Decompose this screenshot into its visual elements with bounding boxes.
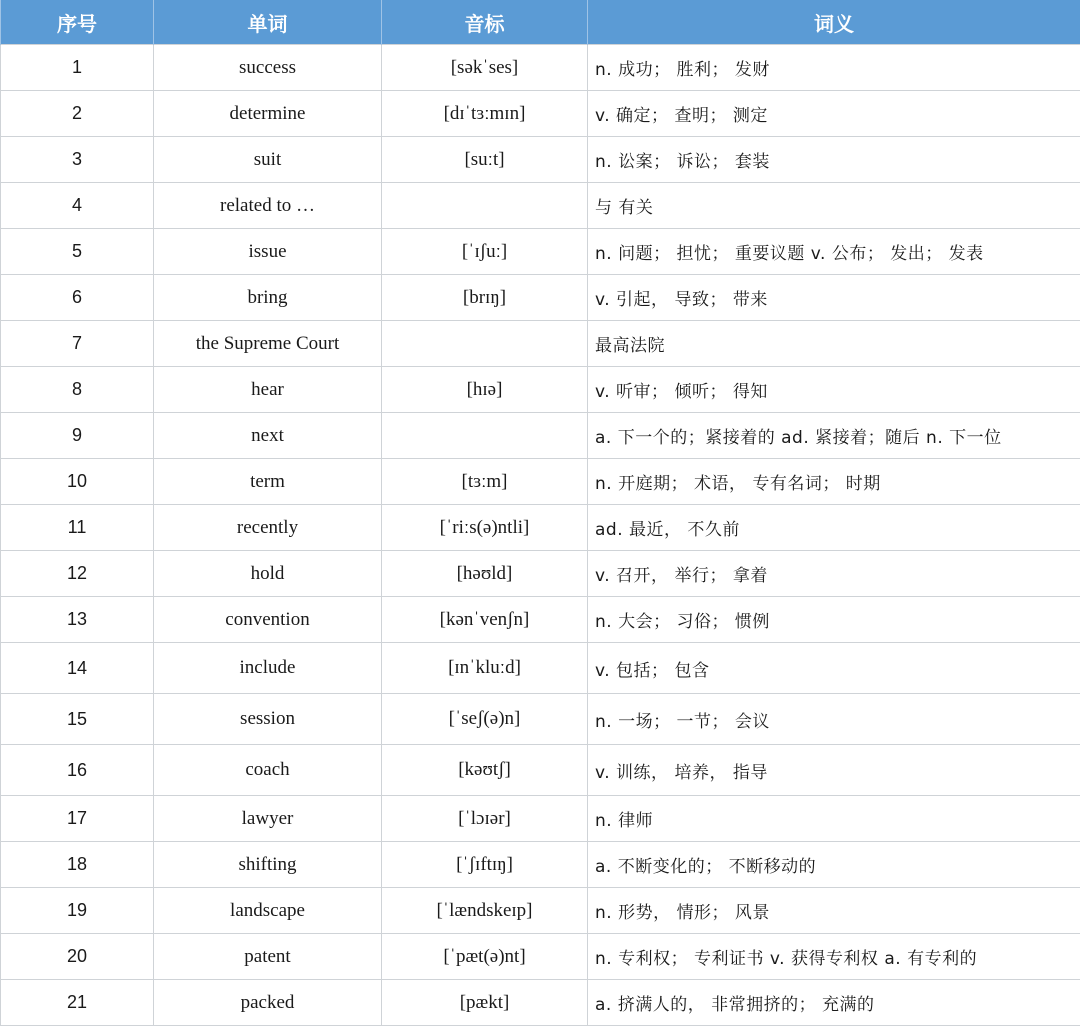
table-row-17 bbox=[1, 796, 1080, 842]
cell-def: n. 律师 bbox=[588, 796, 1080, 842]
cell-word: suit bbox=[154, 137, 382, 183]
cell-num: 15 bbox=[1, 694, 154, 745]
cell-num: 6 bbox=[1, 275, 154, 321]
cell-word: success bbox=[154, 45, 382, 91]
table-row-10 bbox=[1, 459, 1080, 505]
cell-word: coach bbox=[154, 745, 382, 796]
cell-ipa bbox=[382, 321, 588, 367]
cell-ipa: [suːt] bbox=[382, 137, 588, 183]
cell-word: hold bbox=[154, 551, 382, 597]
cell-num: 8 bbox=[1, 367, 154, 413]
cell-ipa: [kəʊtʃ] bbox=[382, 745, 588, 796]
header-row bbox=[1, 0, 1080, 45]
cell-def: v. 引起， 导致； 带来 bbox=[588, 275, 1080, 321]
header-ipa: 音标 bbox=[382, 0, 588, 45]
table-row-16 bbox=[1, 745, 1080, 796]
cell-num: 10 bbox=[1, 459, 154, 505]
cell-num: 4 bbox=[1, 183, 154, 229]
cell-def: v. 召开， 举行； 拿着 bbox=[588, 551, 1080, 597]
table-row-14 bbox=[1, 643, 1080, 694]
cell-def: v. 训练， 培养， 指导 bbox=[588, 745, 1080, 796]
cell-ipa: [dɪˈtɜːmɪn] bbox=[382, 91, 588, 137]
header-num: 序号 bbox=[1, 0, 154, 45]
table-row-13 bbox=[1, 597, 1080, 643]
cell-def: n. 大会； 习俗； 惯例 bbox=[588, 597, 1080, 643]
cell-word: convention bbox=[154, 597, 382, 643]
table-row-18 bbox=[1, 842, 1080, 888]
table-row-21 bbox=[1, 980, 1080, 1026]
cell-def: n. 专利权； 专利证书 v. 获得专利权 a. 有专利的 bbox=[588, 934, 1080, 980]
table-row-2 bbox=[1, 91, 1080, 137]
cell-def: n. 一场； 一节； 会议 bbox=[588, 694, 1080, 745]
cell-word: session bbox=[154, 694, 382, 745]
cell-def: 与 有关 bbox=[588, 183, 1080, 229]
cell-def: n. 成功； 胜利； 发财 bbox=[588, 45, 1080, 91]
cell-word: patent bbox=[154, 934, 382, 980]
cell-def: n. 形势， 情形； 风景 bbox=[588, 888, 1080, 934]
cell-ipa: [səkˈses] bbox=[382, 45, 588, 91]
cell-ipa: [ˈpæt(ə)nt] bbox=[382, 934, 588, 980]
table-row-5 bbox=[1, 229, 1080, 275]
cell-num: 3 bbox=[1, 137, 154, 183]
cell-def: a. 不断变化的； 不断移动的 bbox=[588, 842, 1080, 888]
cell-def: ad. 最近， 不久前 bbox=[588, 505, 1080, 551]
table-row-20 bbox=[1, 934, 1080, 980]
cell-num: 21 bbox=[1, 980, 154, 1026]
cell-num: 13 bbox=[1, 597, 154, 643]
cell-num: 2 bbox=[1, 91, 154, 137]
table-row-12 bbox=[1, 551, 1080, 597]
table-row-4 bbox=[1, 183, 1080, 229]
cell-def: n. 讼案； 诉讼； 套装 bbox=[588, 137, 1080, 183]
cell-word: include bbox=[154, 643, 382, 694]
cell-ipa bbox=[382, 413, 588, 459]
cell-def: a. 挤满人的， 非常拥挤的； 充满的 bbox=[588, 980, 1080, 1026]
cell-ipa: [həʊld] bbox=[382, 551, 588, 597]
cell-num: 11 bbox=[1, 505, 154, 551]
cell-word: hear bbox=[154, 367, 382, 413]
cell-ipa: [hɪə] bbox=[382, 367, 588, 413]
cell-def: v. 确定； 查明； 测定 bbox=[588, 91, 1080, 137]
cell-ipa: [ˈriːs(ə)ntli] bbox=[382, 505, 588, 551]
cell-word: landscape bbox=[154, 888, 382, 934]
table-row-8 bbox=[1, 367, 1080, 413]
cell-word: recently bbox=[154, 505, 382, 551]
cell-num: 19 bbox=[1, 888, 154, 934]
header-word: 单词 bbox=[154, 0, 382, 45]
cell-num: 9 bbox=[1, 413, 154, 459]
cell-ipa: [pækt] bbox=[382, 980, 588, 1026]
table-row-11 bbox=[1, 505, 1080, 551]
cell-word: lawyer bbox=[154, 796, 382, 842]
cell-num: 14 bbox=[1, 643, 154, 694]
cell-num: 1 bbox=[1, 45, 154, 91]
cell-ipa: [ˈɪʃuː] bbox=[382, 229, 588, 275]
cell-def: n. 开庭期； 术语， 专有名词； 时期 bbox=[588, 459, 1080, 505]
cell-word: next bbox=[154, 413, 382, 459]
cell-ipa: [ˈʃɪftɪŋ] bbox=[382, 842, 588, 888]
cell-num: 16 bbox=[1, 745, 154, 796]
cell-def: v. 包括； 包含 bbox=[588, 643, 1080, 694]
table-row-9 bbox=[1, 413, 1080, 459]
header-def: 词义 bbox=[588, 0, 1080, 45]
cell-ipa: [ˈseʃ(ə)n] bbox=[382, 694, 588, 745]
cell-word: determine bbox=[154, 91, 382, 137]
cell-ipa: [ˈlɔɪər] bbox=[382, 796, 588, 842]
cell-word: shifting bbox=[154, 842, 382, 888]
cell-num: 12 bbox=[1, 551, 154, 597]
cell-ipa: [tɜːm] bbox=[382, 459, 588, 505]
cell-word: the Supreme Court bbox=[154, 321, 382, 367]
table-row-6 bbox=[1, 275, 1080, 321]
table-body bbox=[1, 45, 1080, 1026]
cell-ipa bbox=[382, 183, 588, 229]
table-row-19 bbox=[1, 888, 1080, 934]
table-row-15 bbox=[1, 694, 1080, 745]
cell-ipa: [brɪŋ] bbox=[382, 275, 588, 321]
cell-def: a. 下一个的；紧接着的 ad. 紧接着；随后 n. 下一位 bbox=[588, 413, 1080, 459]
cell-num: 18 bbox=[1, 842, 154, 888]
cell-num: 7 bbox=[1, 321, 154, 367]
table-row-3 bbox=[1, 137, 1080, 183]
cell-num: 5 bbox=[1, 229, 154, 275]
cell-word: related to … bbox=[154, 183, 382, 229]
table-header bbox=[1, 0, 1080, 45]
cell-def: v. 听审； 倾听； 得知 bbox=[588, 367, 1080, 413]
cell-word: term bbox=[154, 459, 382, 505]
cell-word: issue bbox=[154, 229, 382, 275]
cell-word: packed bbox=[154, 980, 382, 1026]
cell-num: 20 bbox=[1, 934, 154, 980]
table-row-1 bbox=[1, 45, 1080, 91]
table-row-7 bbox=[1, 321, 1080, 367]
cell-def: 最高法院 bbox=[588, 321, 1080, 367]
cell-num: 17 bbox=[1, 796, 154, 842]
cell-def: n. 问题； 担忧； 重要议题 v. 公布； 发出； 发表 bbox=[588, 229, 1080, 275]
cell-ipa: [kənˈvenʃn] bbox=[382, 597, 588, 643]
cell-word: bring bbox=[154, 275, 382, 321]
cell-ipa: [ˈlændskeɪp] bbox=[382, 888, 588, 934]
cell-ipa: [ɪnˈkluːd] bbox=[382, 643, 588, 694]
